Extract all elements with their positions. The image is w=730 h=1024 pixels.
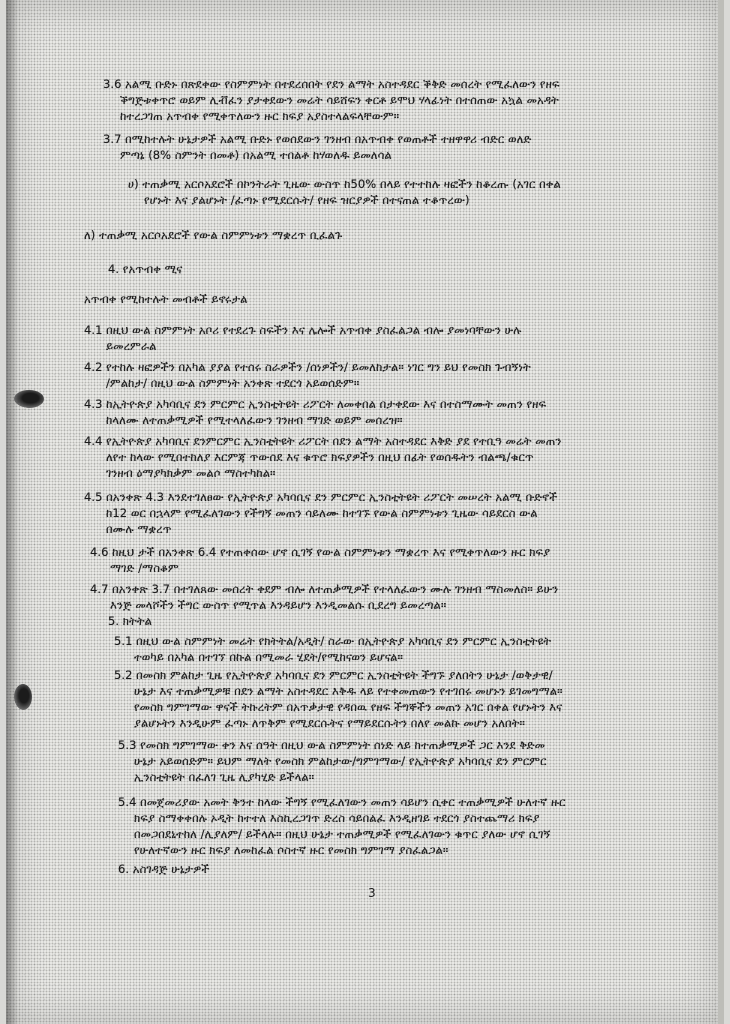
punch-hole-mark	[14, 390, 44, 408]
text-line: 5.3 የመስክ ግምገማው ቀን እና ሰዓት በዚህ ውል ስምምነት ሰነድ ላይ ከተጠቃሚዎች ጋር እንደ ቅድመ	[118, 738, 546, 752]
page-number: 3	[368, 886, 376, 900]
text-line: ማገድ /ማስቆም	[110, 561, 179, 575]
text-line: 4.6 ከዚህ ታች በአንቀጽ 6.4 የተጠቀሰው ሆኖ ሲገኝ የውል ስምምነቱን ማቋረጥ እና የሚቀጥለውን ዙር ክፍያ	[90, 545, 551, 559]
text-line: የሁለተኛውን ዙር ክፍያ ለመከፈል ሶስተኛ ዙር የመስክ ግምገማ ያስፈልጋል።	[134, 843, 449, 857]
text-line: ይመረምራል	[106, 339, 157, 353]
text-line: 6. አስገዳጅ ሁኔታዎች	[118, 862, 210, 876]
text-line: 3.6 አልሚ ቡድኑ በጽደቀው የስምምነት በተደረሰበት የደን ልማት አስተዳደር ቕቅድ መሰረት የሚፈለውን የዘፍ	[103, 77, 560, 91]
text-line: ሁኔታ አይወሰድም። ይህም ማለት የመስክ ምልከታው/ግምገማው/ የኢትዮጵያ አካባቢና ደን ምርምር	[134, 754, 547, 768]
text-line: ቕግጅቱቀጥሮ ወይም ሊቭፈን ያታቀደውን መሬት ሳይሸፍን ቀርቶ ይሞህ ሃላፊነት በተሰጠው አኳል መአዳት	[120, 93, 559, 107]
text-line: ከ12 ወር በኋላም የሚፈለገውን የችግኝ መጠን ሳይለሙ ከተገኙ የውል ስምምነቱን ጊዜው ሳይደርስ ውል	[106, 506, 538, 520]
text-line: ያልሆኑትን እንዲሁም ፈጣኑ ለጥቅም የሚደርሱትና የማይደርሱትን በለየ መልኩ መሆን አለበት።	[134, 716, 525, 730]
text-line: የመስክ ግምገማው ዋናች ትኩረትም በአጥቃታዊ የዳበዉ የዘፍ ችግኞችን መጠን አገር በቀል የሆኑትን እና	[134, 700, 563, 714]
text-line: 5.4 በመጀመሪያው አመት ቅንተ ከላው ችግኝ የሚፈለገውን መጠን ሳይሆን ሲቀር ተጠቃሚዎች ሁለተኛ ዙር	[118, 795, 566, 809]
text-line: በሙሉ ማቋረጥ	[106, 522, 172, 536]
text-line: 4.5 በአንቀጽ 4.3 እንደተገለፀው የኢትዮጵያ አካባቢና ደን ምርምር ኢንስቲትዩት ሪፖርት መሠረት አልሚ ቡድኖች	[84, 490, 558, 504]
text-line: 5.2 በመስክ ምልከታ ጊዜ የኢትዮጵያ አካባቢና ደን ምርምር ኢንስቲትዩት ችግኙ ያለበትን ሁኔታ /ወቅታዊ/	[114, 668, 553, 682]
text-line: 4.3 ከኢትዮጵያ አካባቢና ደን ምርምር ኢንስቲትዩት ሪፖርት ለመቀበል በታቀደው እና በተስማሙት መጠን የዘፍ	[84, 397, 547, 411]
text-line: ገንዘብ ዕማያካክቃም መልሶ ማስተካከል።	[106, 466, 276, 480]
text-line: 3.7 በሚከተሉት ሁኔታዎች አልሚ ቡድኑ የወሰደውን ገንዘብ በአጥብቀ የወጠቶች ተዘዋዋሪ ብድር ወለድ	[103, 132, 532, 146]
text-line: 5. ክትትል	[108, 614, 153, 628]
text-line: /ምልከታ/ በዚህ ውል ስምምነት አንቀጽ ተደርጎ አይወሰድም።	[106, 376, 360, 390]
punch-hole-mark	[14, 684, 32, 710]
text-line: ከላለሙ ለተጠቃሚዎች የሚተላለፈውን ገንዘብ ማገድ ወይም መሰረዝ።	[106, 413, 403, 427]
text-line: 5.1 በዚህ ውል ስምምነት መሬት የክትትል/አዲት/ ስራው በኢትዮጵያ አካባቢና ደን ምርምር ኢንስቲትዩት	[114, 634, 552, 648]
text-line: ኢንስቲትዩት በፈለገ ጊዜ ሊያካሂድ ይችላል።	[134, 770, 315, 784]
text-line: 4.7 በአንቀጽ 3.7 በተገለጸው መሰረት ቀደም ብሎ ለተጠቃሚዎች የተላለፈውን ሙሉ ገንዘብ ማስመለስ። ይሁን	[90, 582, 559, 596]
text-line: ተወካይ በአካል በተገኘ በኩል በሚመራ ሂደት/የሚከናወን ይሆናል።	[134, 650, 403, 664]
text-line: የሆኑት እና ያልሆኑት /ፈጣኑ የሚደርሱት/ የዘፍ ዝርያዎች በተናጠል ተቆጥረው)	[144, 193, 470, 207]
text-line: ለየተ ከላው የሚበተከለያ እርምጃ ጥውሰደ እና ቁጥሮ ክፍያዎችን በዚህ በፊት የወሰዱትን ብልጫ/ቁርጥ	[106, 450, 534, 464]
text-line: 4.2 የተከሉ ዛፎዎችን በአካል ያያል የተሰሩ ስራዎችን /ሰነዎችን/ ይመለከታል። ነገር ግን ይህ የመስክ ጉብኝነት	[84, 360, 531, 374]
text-line: 4.1 በዚህ ውል ስምምነት አቦሪ የተደረጉ ስፍችን እና ሌሎች አጥብቀ ያስፈልጋል ብሎ ያመነባቸውን ሁሉ	[84, 323, 522, 337]
scan-edge-right	[718, 0, 724, 1024]
text-line: እንጅ መላሾችን ችግር ውስጥ የሚጥል እንዳይሆን እንዲመልሱ ቢደረግ ይመረጣል።	[110, 598, 447, 612]
text-line: ሁኔታ እና ተጠቃሚዎቹ በደን ልማት አስተዳደር እቅዱ ላይ የተቀመጠውን የተገበሩ መሆኑን ይገመግማል።	[134, 684, 563, 698]
text-line: ከተረጋገጠ አጥብቀ የሚቀጥለውን ዙር ክፍያ አያስተላልፍላቸውም።	[120, 109, 400, 123]
text-line: ምጣኔ (8% ስምንት በመቶ) በአልሚ ተበልቶ ከሃወለዱ ይመለሳል	[120, 148, 392, 162]
text-line: ክፍያ ስማቀቀበሉ ኦዲት ከተተለ እስኪረጋገጥ ድረስ ሳይበልፈ እንዲዘገይ ተደርጎ ያስተጨማሪ ክፍያ	[134, 811, 540, 825]
text-line: አጥብቀ የሚከተሉት መብቶች ይኖሩታል	[84, 292, 248, 306]
scanned-document-page	[6, 0, 724, 1024]
scan-shadow-left	[6, 0, 18, 1024]
text-line: 4.4 የኢትዮጵያ አካባቢና ደንምርምር ኢንስቲትዩት ሪፖርት በደን ልማት አስተዳደር እቅድ ያደ የተቢዓ መሬት መጠን	[84, 434, 562, 448]
text-line: ለ) ተጠቃሚ አርሶአደሮች የውል ስምምነቱን ማቋረጥ ቢፈልጉ	[84, 228, 343, 242]
text-line: 4. የአጥብቀ ሚና	[108, 262, 183, 276]
text-line: ሀ) ተጠቃሚ አርሶአደሮች በኮንትራት ጊዜው ውስጥ ከ50% በላይ የተተከሉ ዛፎችን ከቆረጡ (አገር በቀል	[128, 177, 561, 191]
text-line: በመጋበደኒተከለ /ሊያለም/ ይችላሉ። በዚህ ሁኔታ ተጠቃሚዎች የሚፈለገውን ቁጥር ያለው ሆኖ ሲገኝ	[134, 827, 551, 841]
